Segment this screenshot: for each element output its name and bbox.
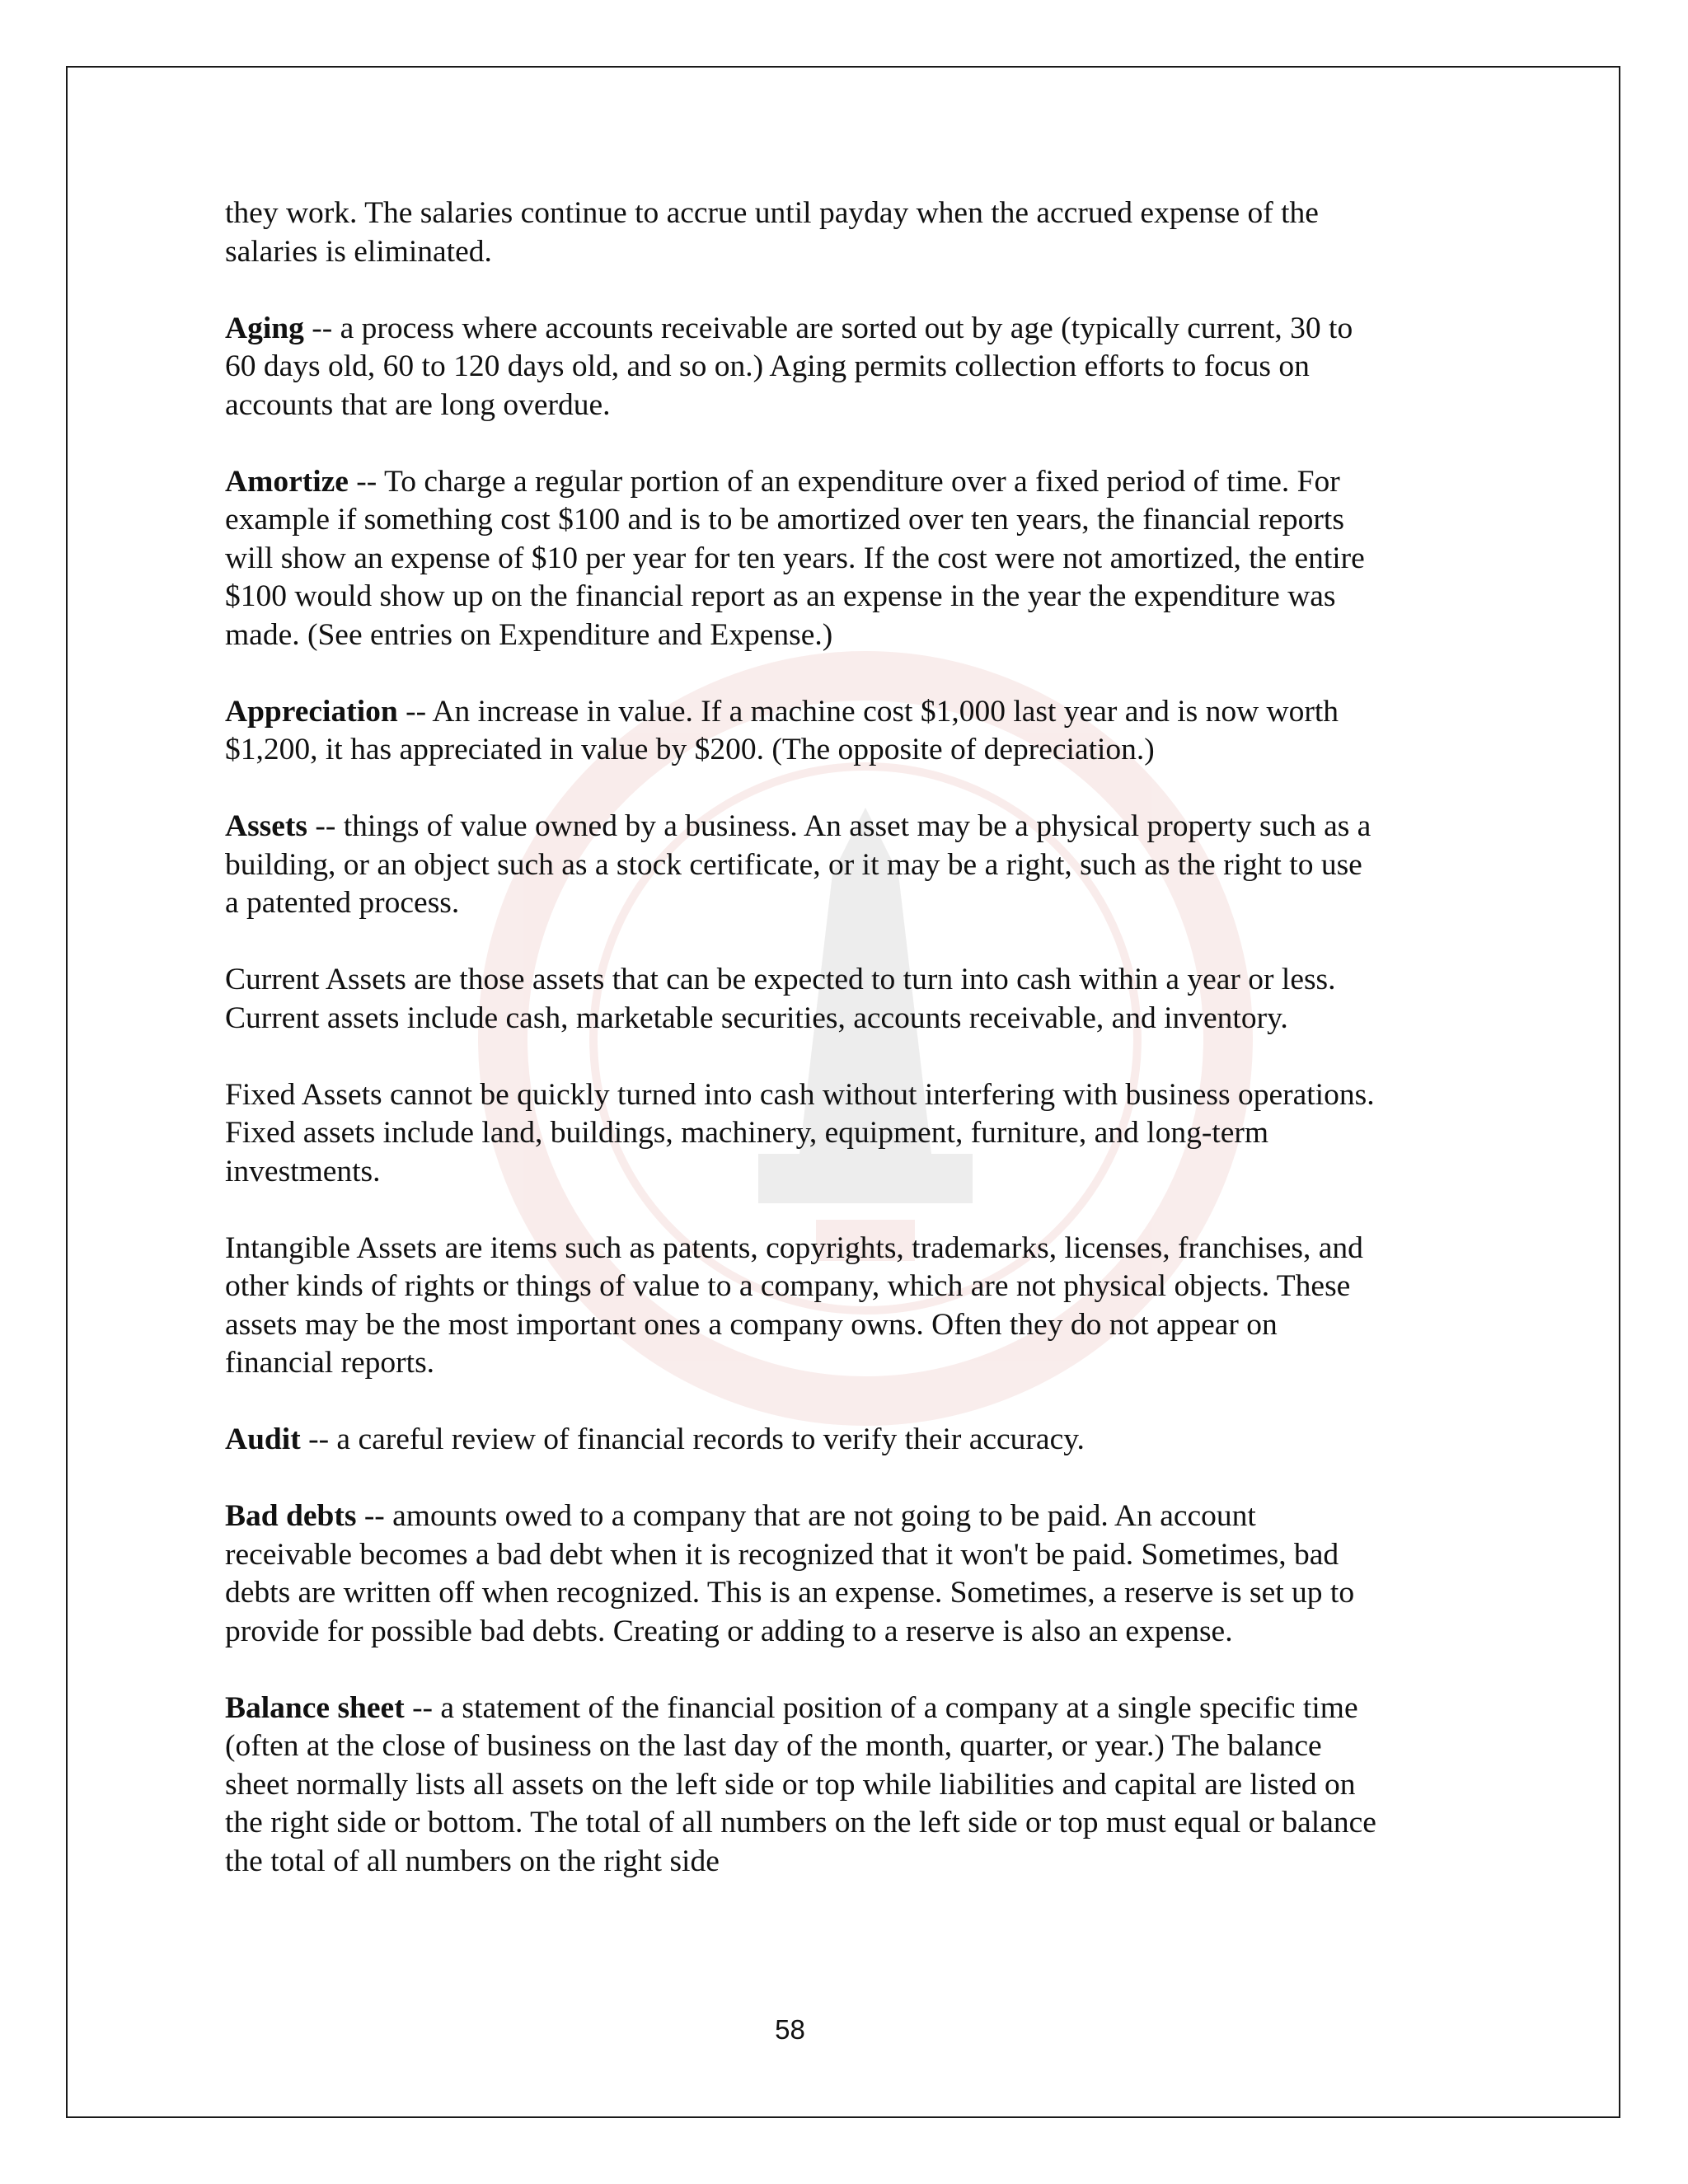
term-balance-sheet: Balance sheet (225, 1690, 405, 1725)
term-bad-debts: Bad debts (225, 1499, 357, 1533)
document-body (225, 194, 1379, 1919)
glossary-entry-assets (225, 808, 1379, 923)
term-audit: Audit (225, 1422, 301, 1456)
intangible-assets-paragraph (225, 1230, 1379, 1383)
glossary-entry-balance-sheet (225, 1690, 1379, 1882)
definition-assets: -- things of value owned by a business. An asset may be a physical property such as a building, or an object such as a stock certificate, or it may be a right, such as the right to use a patented process. (225, 809, 1372, 920)
term-assets: Assets (225, 809, 307, 843)
glossary-entry-bad-debts (225, 1497, 1379, 1651)
fixed-assets-text: Fixed Assets cannot be quickly turned into cash without interfering with business operations. Fixed assets include land, buildings, machinery, equipment, furniture, and long-term investments. (225, 1077, 1375, 1188)
definition-bad-debts: -- amounts owed to a company that are not going to be paid. An account receivable becomes a bad debt when it is recognized that it won't be paid. Sometimes, bad debts are written off when recognized. This is an expense. Sometimes, a reserve is set up to provide for possible bad debts. Creating or adding to a reserve is also an expense. (225, 1499, 1355, 1648)
term-amortize: Amortize (225, 464, 349, 499)
current-assets-paragraph (225, 961, 1379, 1038)
definition-balance-sheet: -- a statement of the financial position of a company at a single specific time (often at the close of business on the last day of the month, quarter, or year.) The balance sheet normally lists all assets on the left side or top while liabilities and capital are listed on the right side or bottom. The total of all numbers on the left side or top must equal or balance the total of all numbers on the right side (225, 1690, 1376, 1878)
page-number: 58 (775, 2014, 805, 2045)
term-aging: Aging (225, 311, 304, 345)
intangible-assets-text: Intangible Assets are items such as patents, copyrights, trademarks, licenses, franchises, and other kinds of rights or things of value to a company, which are not physical objects. These assets may be the most important ones a company owns. Often they do not appear on financial reports. (225, 1230, 1363, 1380)
term-appreciation: Appreciation (225, 694, 398, 729)
continuation-paragraph (225, 194, 1379, 271)
definition-aging: -- a process where accounts receivable are sorted out by age (typically current, 30 to 60 days old, 60 to 120 days old, and so on.) Aging permits collection efforts to focus on accounts that are long overdue. (225, 311, 1353, 422)
current-assets-text: Current Assets are those assets that can be expected to turn into cash within a year or less. Current assets include cash, marketable securities, accounts receivable, and inventory. (225, 963, 1336, 1035)
continuation-text: they work. The salaries continue to accrue until payday when the accrued expense of the salaries is eliminated. (225, 196, 1319, 269)
glossary-entry-amortize (225, 463, 1379, 655)
definition-appreciation: -- An increase in value. If a machine cost $1,000 last year and is now worth $1,200, it has appreciated in value by $200. (The opposite of depreciation.) (225, 694, 1339, 766)
definition-amortize: -- To charge a regular portion of an expenditure over a fixed period of time. For example if something cost $100 and is to be amortized over ten years, the financial reports will show an expense of $10 per year for ten years. If the cost were not amortized, the entire $100 would show up on the financial report as an expense in the year the expenditure was made. (See entries on Expenditure and Expense.) (225, 464, 1365, 652)
glossary-entry-aging (225, 310, 1379, 425)
fixed-assets-paragraph (225, 1076, 1379, 1192)
glossary-entry-audit (225, 1421, 1379, 1460)
definition-audit: -- a careful review of financial records to verify their accuracy. (300, 1422, 1085, 1456)
glossary-entry-appreciation (225, 693, 1379, 770)
